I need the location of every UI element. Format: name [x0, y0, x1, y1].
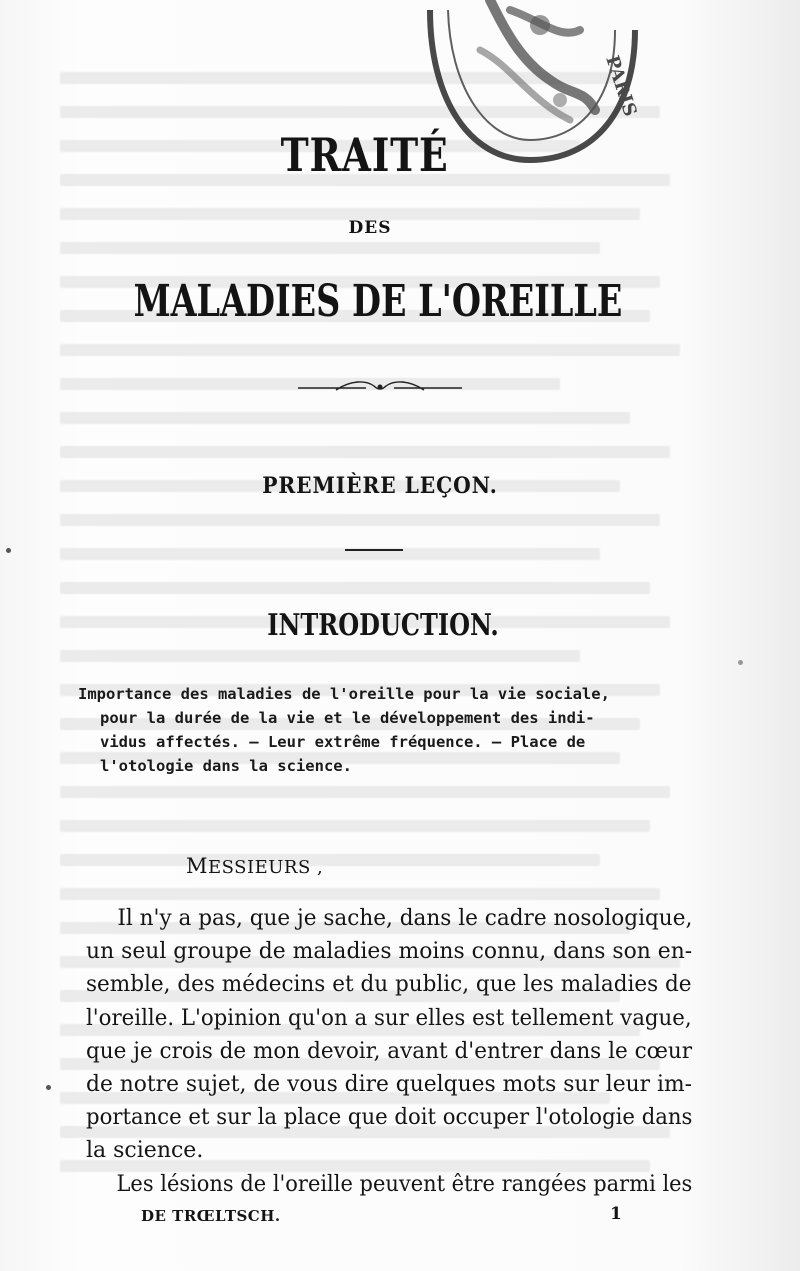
body-line: semble, des médecins et du public, que les maladies de	[86, 972, 692, 998]
salutation	[186, 854, 323, 878]
stamp-text: PARIS	[601, 53, 641, 120]
summary-line: Importance des maladies de l'oreille pour la vie sociale,	[78, 685, 610, 703]
body-line: l'oreille. L'opinion qu'on a sur elles est tellement vague,	[86, 1005, 692, 1031]
body-line: portance et sur la place que doit occuper l'otologie dans	[86, 1105, 693, 1131]
body-line: un seul groupe de maladies moins connu, dans son en-	[86, 939, 693, 965]
summary-line: pour la durée de la vie et le développement des indi-	[100, 709, 595, 727]
ornament-rule	[296, 376, 464, 396]
margin-speck	[46, 1085, 51, 1090]
lesson-heading: PREMIÈRE LEÇON.	[262, 473, 498, 499]
title-main: MALADIES DE L'OREILLE	[133, 276, 623, 327]
short-rule	[345, 549, 403, 551]
body-line: Il n'y a pas, que je sache, dans le cadre nosologique,	[117, 906, 693, 931]
body-line: Les lésions de l'oreille peuvent être rangées parmi les	[116, 1171, 693, 1197]
margin-speck	[6, 548, 11, 553]
margin-speck	[738, 660, 743, 665]
section-title: INTRODUCTION.	[267, 608, 499, 643]
chapter-summary	[78, 682, 718, 778]
salutation-rest: ESSIEURS ,	[208, 857, 324, 878]
title-traite: TRAITÉ	[280, 128, 449, 182]
salutation-initial: M	[186, 854, 209, 878]
summary-line: vidus affectés. — Leur extrême fréquence. — Place de	[100, 733, 586, 751]
footer-signature-number: 1	[610, 1204, 622, 1224]
body-line: que je crois de mon devoir, avant d'entrer dans le cœur	[86, 1038, 693, 1064]
body-line: de notre sujet, de vous dire quelques mots sur leur im-	[86, 1072, 693, 1098]
body-paragraph	[86, 902, 692, 1201]
footer-author: DE TRŒLTSCH.	[141, 1207, 281, 1225]
title-des: DES	[348, 218, 392, 238]
body-line: la science.	[86, 1138, 204, 1164]
summary-line: l'otologie dans la science.	[100, 757, 352, 775]
